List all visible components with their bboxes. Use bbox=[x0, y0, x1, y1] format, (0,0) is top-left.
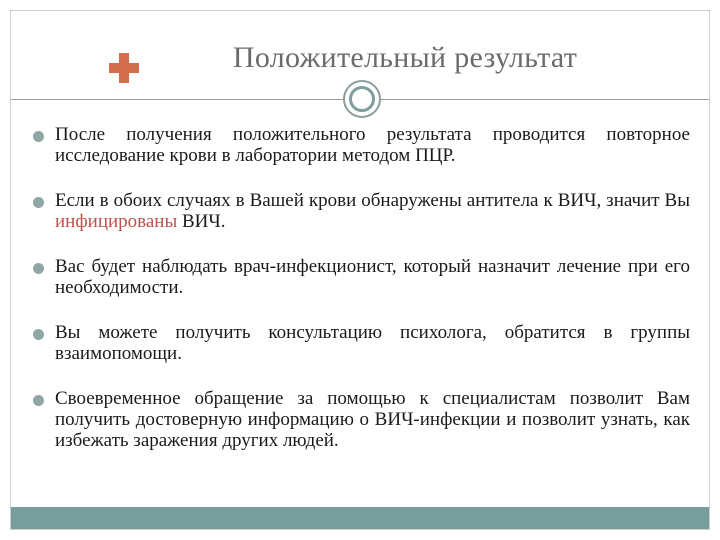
bullet-dot-icon bbox=[33, 329, 44, 340]
bullet-list bbox=[33, 124, 690, 475]
list-item bbox=[33, 388, 690, 451]
bullet-text bbox=[55, 190, 690, 232]
bullet-text: Вы можете получить консультацию психолога, обратится в группы взаимопомощи. bbox=[55, 322, 690, 364]
highlighted-word: инфицированы bbox=[55, 211, 178, 232]
list-item bbox=[33, 256, 690, 298]
ring-ornament-icon bbox=[343, 80, 381, 118]
bullet-text: Своевременное обращение за помощью к специалистам позволит Вам получить достоверную информацию о ВИЧ-инфекции и позволит узнать, как избежать заражения других людей. bbox=[55, 388, 690, 451]
list-item bbox=[33, 124, 690, 166]
list-item bbox=[33, 190, 690, 232]
footer-bar bbox=[11, 507, 709, 529]
bullet-text: После получения положительного результата проводится повторное исследование крови в лаборатории методом ПЦР. bbox=[55, 124, 690, 166]
bullet-dot-icon bbox=[33, 395, 44, 406]
bullet-text-part: Если в обоих случаях в Вашей крови обнаружены антитела к ВИЧ, значит Вы bbox=[55, 190, 690, 211]
bullet-dot-icon bbox=[33, 263, 44, 274]
slide-title: Положительный результат bbox=[232, 41, 578, 74]
bullet-dot-icon bbox=[33, 197, 44, 208]
list-item bbox=[33, 322, 690, 364]
bullet-text: Вас будет наблюдать врач-инфекционист, который назначит лечение при его необходимости. bbox=[55, 256, 690, 298]
bullet-dot-icon bbox=[33, 131, 44, 142]
slide bbox=[10, 10, 710, 530]
bullet-text-part: ВИЧ. bbox=[177, 211, 226, 232]
